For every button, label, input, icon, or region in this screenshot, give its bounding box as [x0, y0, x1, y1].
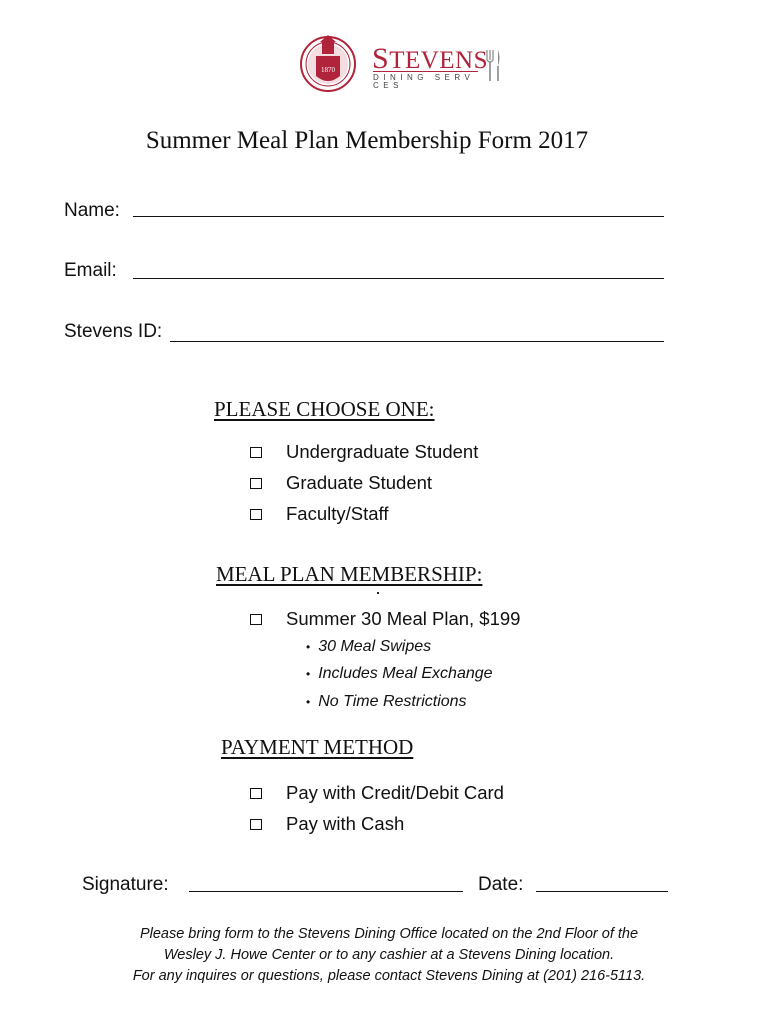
brand-rest: TEVENS: [389, 47, 489, 74]
form-title: Summer Meal Plan Membership Form 2017: [145, 127, 589, 154]
checkbox[interactable]: [250, 478, 262, 489]
stevens-id-field[interactable]: [170, 341, 664, 342]
seal-year: 1870: [321, 66, 335, 74]
option-label: Faculty/Staff: [286, 503, 389, 524]
option-label: Pay with Credit/Debit Card: [286, 782, 504, 803]
date-label: Date:: [478, 874, 524, 895]
name-label: Name:: [64, 200, 120, 221]
name-field[interactable]: [133, 216, 664, 217]
bullet-item: • Includes Meal Exchange: [306, 665, 493, 682]
option-summer-30[interactable]: [250, 606, 520, 632]
option-faculty-staff[interactable]: [250, 501, 388, 527]
choose-heading: PLEASE CHOOSE ONE:: [214, 397, 435, 421]
checkbox[interactable]: [250, 509, 262, 520]
checkbox[interactable]: [250, 614, 262, 625]
date-field[interactable]: [536, 891, 668, 892]
fork-knife-icon: [484, 48, 502, 82]
email-field[interactable]: [133, 278, 664, 279]
bullet-item: • 30 Meal Swipes: [306, 638, 432, 655]
option-label: Graduate Student: [286, 472, 433, 493]
checkbox[interactable]: [250, 819, 262, 830]
option-label: Undergraduate Student: [286, 441, 479, 462]
brand-subtitle: DINING SERV CES: [373, 71, 478, 90]
footer-line: For any inquires or questions, please contact Stevens Dining at (201) 216-5113.: [132, 968, 646, 984]
signature-field[interactable]: [189, 891, 463, 892]
footer-note: [0, 924, 770, 987]
option-cash[interactable]: [250, 811, 404, 837]
signature-label: Signature:: [82, 874, 169, 895]
brand-name: [372, 44, 488, 74]
option-graduate[interactable]: [250, 470, 432, 496]
brand-initial: S: [372, 42, 390, 75]
stray-mark: [377, 592, 379, 594]
seal-icon: [300, 32, 356, 96]
checkbox[interactable]: [250, 788, 262, 799]
payment-heading: PAYMENT METHOD: [221, 735, 414, 759]
footer-line: Please bring form to the Stevens Dining Office located on the 2nd Floor of the: [139, 926, 639, 942]
checkbox[interactable]: [250, 447, 262, 458]
email-label: Email:: [64, 260, 117, 281]
option-undergraduate[interactable]: [250, 439, 478, 465]
membership-heading: MEAL PLAN MEMBERSHIP:: [216, 562, 483, 586]
footer-line: Wesley J. Howe Center or to any cashier at a Stevens Dining location.: [163, 947, 615, 963]
option-label: Summer 30 Meal Plan, $199: [286, 608, 521, 629]
bullet-item: • No Time Restrictions: [306, 693, 467, 710]
option-credit-debit[interactable]: [250, 780, 504, 806]
stevens-id-label: Stevens ID:: [64, 321, 163, 342]
option-label: Pay with Cash: [286, 813, 405, 834]
